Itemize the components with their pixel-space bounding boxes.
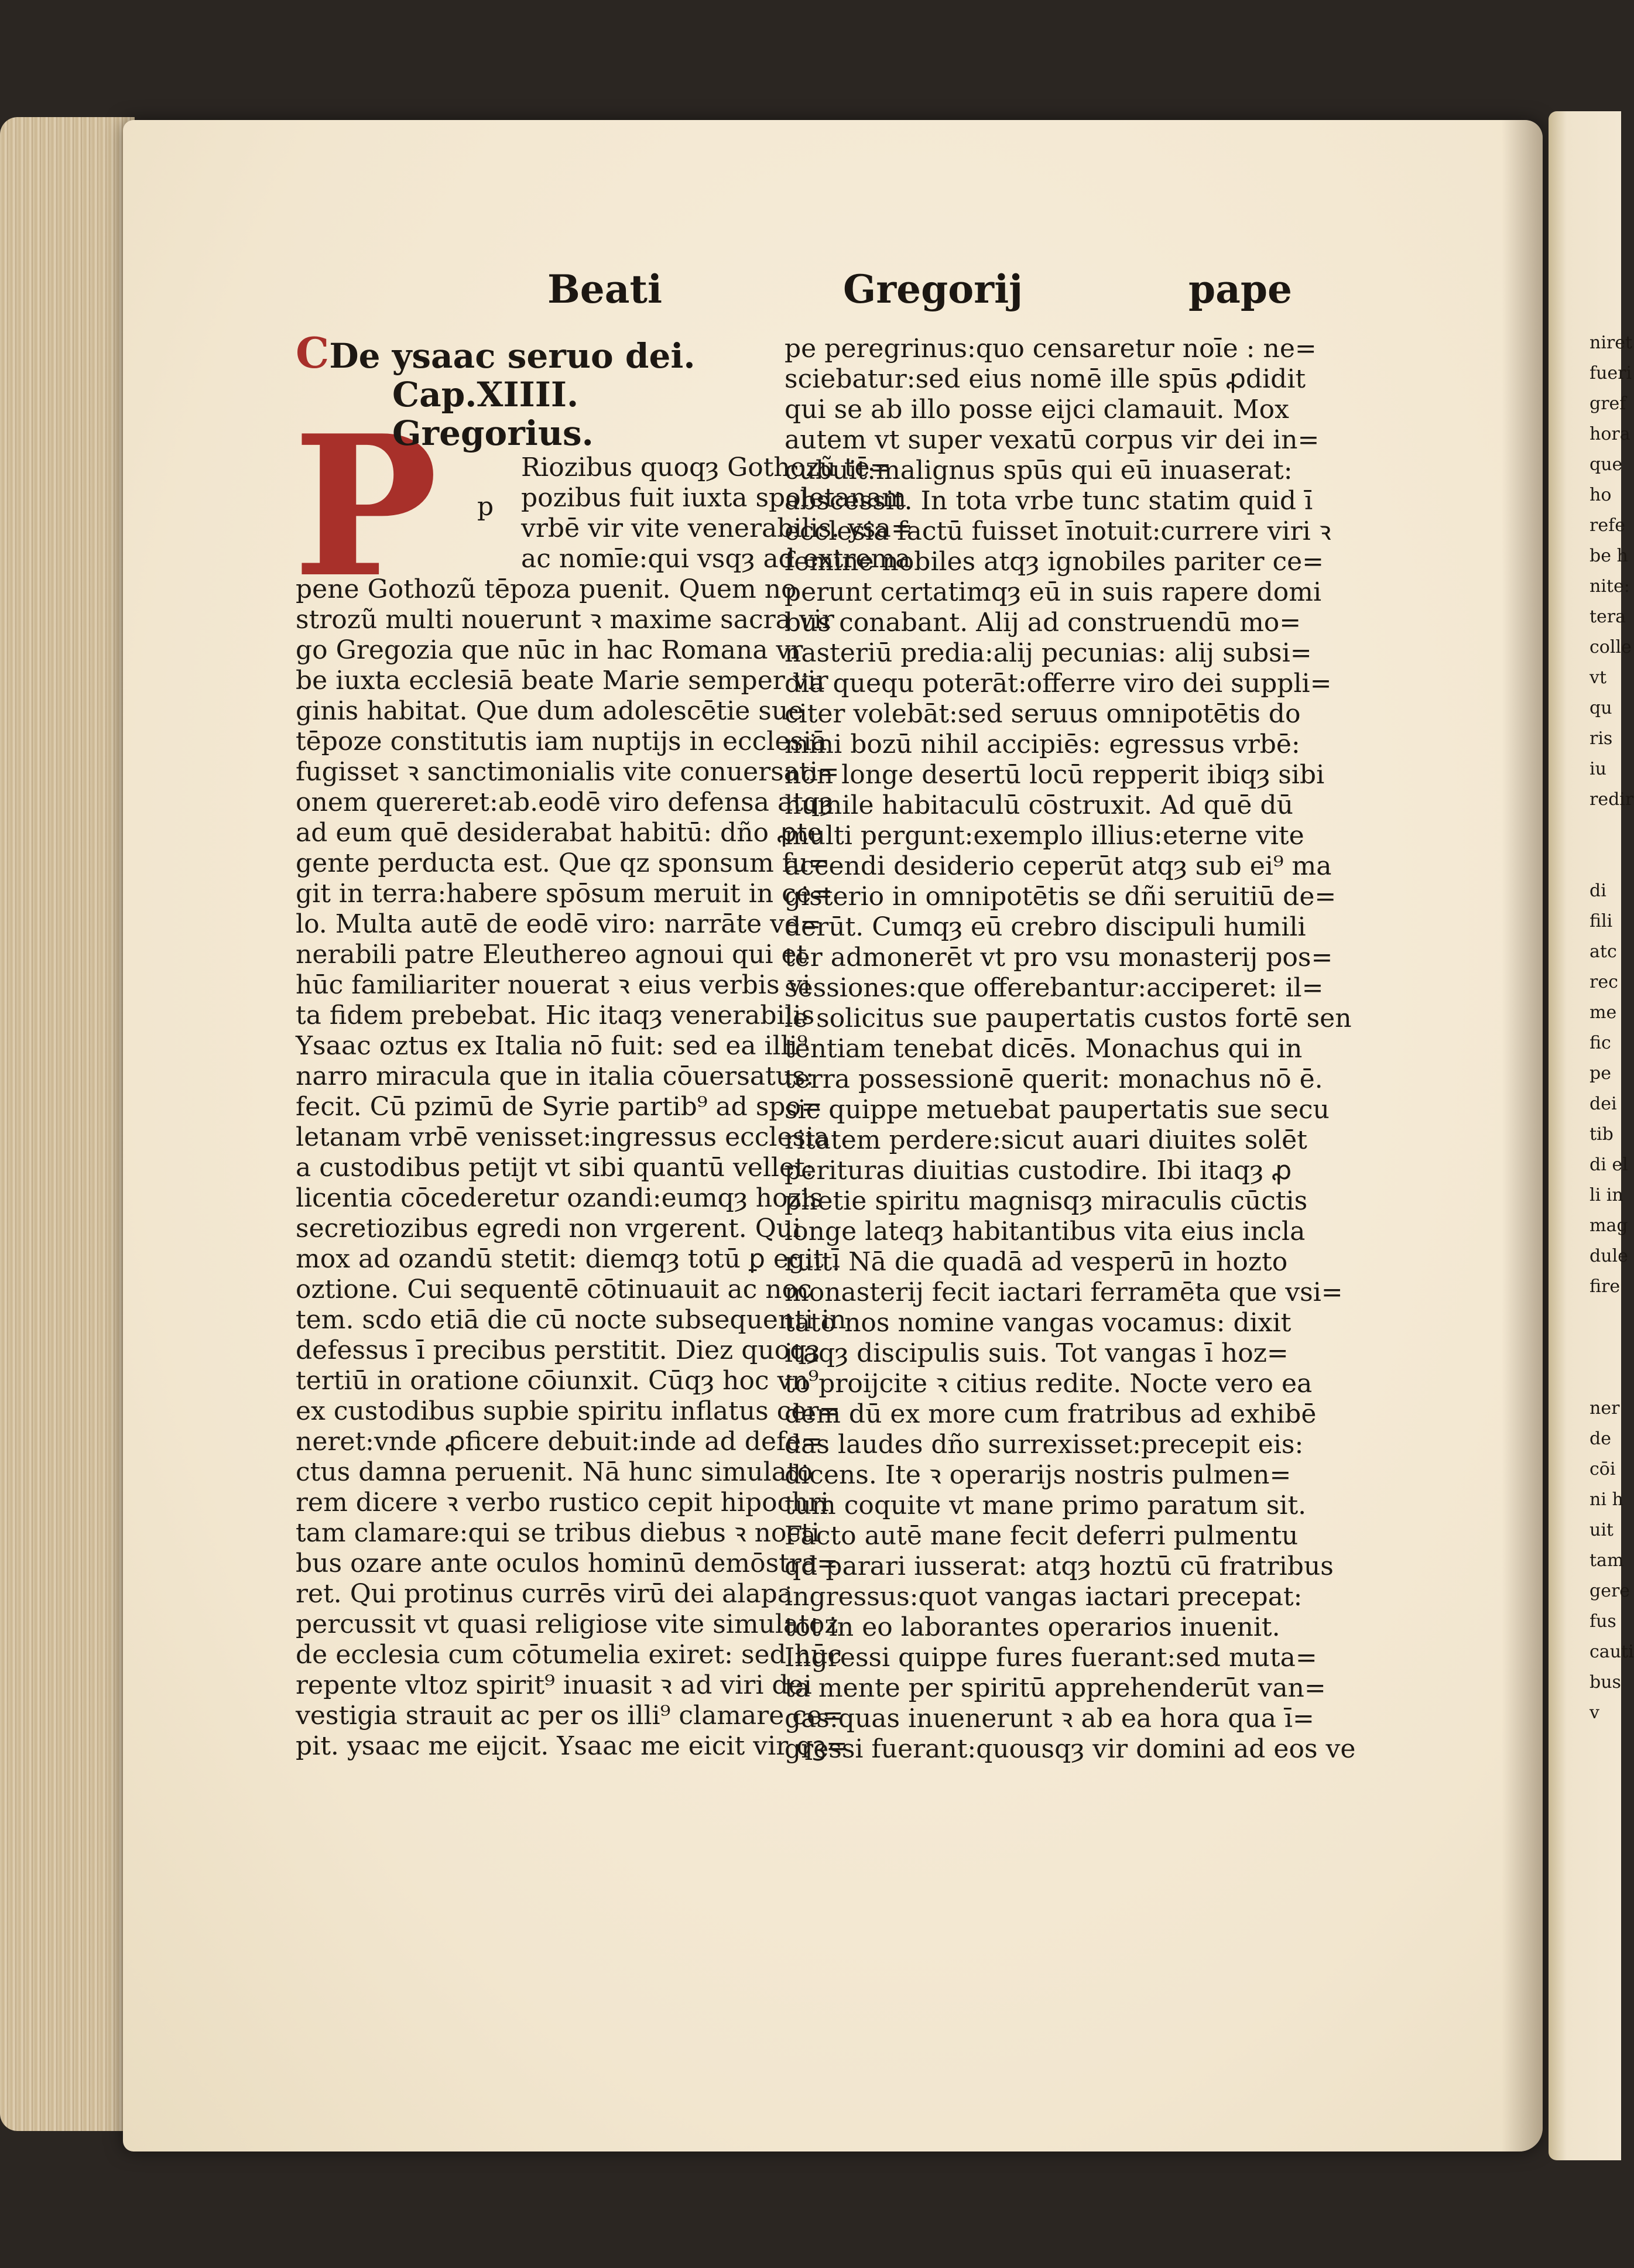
text-line: ret. Qui protinus currēs virū dei alapa <box>296 1579 793 1609</box>
fragment-line: li in <box>1590 1185 1623 1205</box>
book-page-edges <box>0 117 135 2131</box>
fragment-line: vt qu <box>1590 667 1612 718</box>
fragment-line <box>1590 815 1634 845</box>
fragment-line: tam <box>1590 1550 1624 1571</box>
text-line: pozibus fuit iuxta spoletanam <box>521 483 907 513</box>
fragment-line: redir <box>1590 789 1634 810</box>
fragment-line: que <box>1590 454 1623 475</box>
text-line: nerabili patre Eleuthereo agnoui qui et <box>296 940 807 969</box>
fragment-line: colle <box>1590 637 1632 657</box>
text-line: Ingressi quippe fures fuerant:sed muta= <box>785 1643 1317 1673</box>
running-head <box>0 266 1621 337</box>
fragment-line: me <box>1590 1002 1617 1023</box>
fragment-line: fire <box>1590 1276 1621 1297</box>
text-line: lo. Multa autē de eodē viro: narrāte ve= <box>296 909 821 939</box>
text-line: qui se ab illo posse eijci clamauit. Mox <box>785 395 1289 424</box>
text-line: oztione. Cui sequentē cōtinuauit ac noc <box>296 1275 812 1304</box>
text-line: tum coquite vt mane primo paratum sit. <box>785 1491 1307 1520</box>
fragment-line: fic <box>1590 1033 1611 1053</box>
text-line: sic quippe metuebat paupertatis sue secu <box>785 1095 1330 1125</box>
text-line: tem. scdo etiā die cū nocte subsequenti in <box>296 1305 847 1335</box>
text-line: gressi fuerant:quousqȝ vir domini ad eos ve <box>785 1734 1356 1764</box>
text-line: ta fidem prebebat. Hic itaqȝ venerabilis <box>296 1001 815 1030</box>
text-line: mini bozū nihil accipiēs: egressus vrbē: <box>785 729 1300 759</box>
text-line: ginis habitat. Que dum adolescētie sue <box>296 696 804 726</box>
text-line: de ecclesia cum cōtumelia exiret: sed hūc <box>296 1640 842 1670</box>
text-line: citer volebāt:sed seruus omnipotētis do <box>785 699 1301 729</box>
text-line: derūt. Cumqȝ eū crebro discipuli humili <box>785 912 1306 942</box>
running-head-center: Gregorij <box>843 266 1023 312</box>
text-line: sciebatur:sed eius nomē ille spūs ꝓdidit <box>785 364 1306 394</box>
decorated-initial: P <box>293 393 439 620</box>
text-line: ruit. Nā die quadā ad vesperū in hozto <box>785 1247 1288 1277</box>
running-head-right: pape <box>1188 266 1293 312</box>
fragment-line <box>1590 845 1634 876</box>
text-line: secretiozibus egredi non vrgerent. Qui <box>296 1214 801 1243</box>
text-line: accendi desiderio ceperūt atqȝ sub ei⁹ ma <box>785 851 1332 881</box>
gutter-shadow <box>1502 120 1543 2151</box>
text-line: dia quequ poterāt:offerre viro dei suppli= <box>785 669 1332 698</box>
fragment-line: di <box>1590 881 1606 901</box>
text-line: fugisset ꝛ sanctimonialis vite conuersati= <box>296 757 840 787</box>
fragment-line <box>1590 1363 1634 1393</box>
fragment-line: di el <box>1590 1154 1628 1175</box>
text-line: gisterio in omnipotētis se dñi seruitiū de= <box>785 882 1337 912</box>
text-line: fecit. Cū pzimū de Syrie partib⁹ ad spo= <box>296 1092 823 1122</box>
text-line: repente vltoz spirit⁹ inuasit ꝛ ad viri dei <box>296 1670 812 1700</box>
text-line: Riozibus quoqȝ Gothozũ tē= <box>521 453 892 482</box>
text-line: pene Gothozũ tēpoza puenit. Quem no <box>296 574 797 604</box>
text-line: abscessit. In tota vrbe tunc statim quid ī <box>785 486 1313 516</box>
text-line: bus ozare ante oculos hominū demōstra= <box>296 1548 839 1578</box>
chapter-title: CDe ysaac seruo dei. <box>296 328 696 378</box>
fragment-line: refe <box>1590 515 1625 536</box>
text-line: tentiam tenebat dicēs. Monachus qui in <box>785 1034 1303 1064</box>
text-line: Facto autē mane fecit deferri pulmentu <box>785 1521 1299 1551</box>
fragment-line: niret <box>1590 333 1633 353</box>
fragment-line: be h <box>1590 546 1628 566</box>
text-line: cubuit:malignus spūs qui eū inuaserat: <box>785 455 1293 485</box>
text-line: ac nomīe:qui vsqȝ ad extrema <box>521 544 911 574</box>
text-line: licentia cōcederetur ozandi:eumqȝ hozis <box>296 1183 823 1213</box>
text-line: dicens. Ite ꝛ operarijs nostris pulmen= <box>785 1460 1292 1490</box>
text-line: mox ad ozandū stetit: diemqȝ totū ꝑ egit ī <box>296 1244 840 1274</box>
text-line: perituras diuitias custodire. Ibi itaqȝ ꝓ <box>785 1156 1292 1186</box>
text-line: sessiones:que offerebantur:acciperet: il= <box>785 973 1324 1003</box>
fragment-line: mag <box>1590 1215 1628 1236</box>
fragment-line: gere <box>1590 1581 1630 1601</box>
fragment-line: ner <box>1590 1398 1620 1419</box>
text-line: tato nos nomine vangas vocamus: dixit <box>785 1308 1292 1338</box>
fragment-line: dei <box>1590 1094 1617 1114</box>
fragment-line: tera <box>1590 607 1626 627</box>
text-line: vrbē vir vite venerabilis. ysa= <box>521 513 913 543</box>
text-line: ter admonerēt vt pro vsu monasterij pos= <box>785 943 1333 972</box>
text-line: phetie spiritu magnisqȝ miraculis cūctis <box>785 1186 1308 1216</box>
text-line: strozũ multi nouerunt ꝛ maxime sacra vir <box>296 605 834 635</box>
text-line: be iuxta ecclesiā beate Marie semper vir <box>296 666 828 696</box>
fragment-line: rec <box>1590 972 1618 992</box>
fragment-line: ni h <box>1590 1489 1623 1510</box>
text-line: bus conabant. Alij ad construendū mo= <box>785 608 1301 638</box>
text-line: ecclesia factū fuisset īnotuit:currere viri ꝛ <box>785 516 1331 546</box>
guide-letter: p <box>477 492 494 522</box>
fragment-line: fueri <box>1590 363 1632 383</box>
text-line: humile habitaculū cōstruxit. Ad quē dū <box>785 790 1293 820</box>
fragment-line: cōi <box>1590 1459 1616 1479</box>
text-line: multi pergunt:exemplo illius:eterne vite <box>785 821 1304 851</box>
text-line: git in terra:habere spōsum meruit in ce= <box>296 879 833 909</box>
fragment-line: hora <box>1590 424 1630 444</box>
running-head-left: Beati <box>547 266 663 312</box>
text-line: monasterij fecit iactari ferramēta que vsi= <box>785 1277 1343 1307</box>
fragment-line: ris iu <box>1590 728 1613 779</box>
text-line: ctus damna peruenit. Nā hunc simulato <box>296 1457 813 1487</box>
fragment-line <box>1590 1302 1634 1332</box>
text-line: ingressus:quot vangas iactari precepat: <box>785 1582 1303 1612</box>
fragment-line: de <box>1590 1428 1611 1449</box>
fragment-line: uit <box>1590 1520 1614 1540</box>
text-line: gente perducta est. Que qz sponsum fu= <box>296 848 830 878</box>
facing-page-fragments <box>1590 328 1634 1728</box>
text-line: autem vt super vexatū corpus vir dei in= <box>785 425 1320 455</box>
text-line: a custodibus petijt vt sibi quantū vellet: <box>296 1153 814 1183</box>
fragment-line: pe <box>1590 1063 1611 1084</box>
text-line: Ysaac oztus ex Italia nō fuit: sed ea illi⁹ <box>296 1031 808 1061</box>
fragment-line: atc <box>1590 941 1617 962</box>
text-line: vestigia strauit ac per os illi⁹ clamare ce= <box>296 1701 844 1731</box>
text-line: narro miracula que in italia cōuersatus: <box>296 1061 814 1091</box>
chapter-author: Gregorius. <box>392 413 594 453</box>
fragment-line: dule <box>1590 1246 1628 1266</box>
text-line: pe peregrinus:quo censaretur noīe : ne= <box>785 334 1317 364</box>
text-line: ex custodibus supbie spiritu inflatus cer= <box>296 1396 841 1426</box>
text-line: non longe desertū locū repperit ibiqȝ sibi <box>785 760 1325 790</box>
right-column-text <box>785 334 1355 1765</box>
text-line: hūc familiariter nouerat ꝛ eius verbis vi <box>296 970 811 1000</box>
fragment-line: cauti <box>1590 1642 1634 1662</box>
text-line: letanam vrbē venisset:ingressus ecclesia <box>296 1122 830 1152</box>
fragment-line: fus <box>1590 1611 1616 1632</box>
text-line: tertiū in oratione cōiunxit. Cūqȝ hoc vn⁹ <box>296 1366 819 1396</box>
text-line: ad eum quē desiderabat habitū: dño ꝓte <box>296 818 823 848</box>
text-line: neret:vnde ꝓficere debuit:inde ad defe= <box>296 1427 823 1457</box>
text-line: itaqȝ discipulis suis. Tot vangas ī hoz= <box>785 1338 1289 1368</box>
fragment-line <box>1590 1332 1634 1363</box>
text-line: nasteriū predia:alij pecunias: alij subsi= <box>785 638 1312 668</box>
fragment-line: gref <box>1590 393 1626 414</box>
fragment-line: fili <box>1590 911 1613 931</box>
fragment-line: nite: <box>1590 576 1630 597</box>
right-column <box>785 334 1355 1765</box>
text-line: das laudes dño surrexisset:precepit eis: <box>785 1430 1304 1460</box>
text-line: gas:quas inuenerunt ꝛ ab ea hora qua ī= <box>785 1704 1314 1733</box>
text-line: defessus ī precibus perstitit. Diez quoqȝ <box>296 1335 820 1365</box>
text-line: rem dicere ꝛ verbo rustico cepit hipochri <box>296 1488 829 1517</box>
text-line: pit. ysaac me eijcit. Ysaac me eicit vir qꝫ= <box>296 1731 848 1761</box>
text-line: percussit vt quasi religiose vite simulatoz <box>296 1609 838 1639</box>
text-line: to proijcite ꝛ citius redite. Nocte vero ea <box>785 1369 1313 1399</box>
text-line: ritatem perdere:sicut auari diuites solēt <box>785 1125 1307 1155</box>
text-line: tot in eo laborantes operarios inuenit. <box>785 1612 1280 1642</box>
text-line: tēpoze constitutis iam nuptijs in ecclesiā <box>296 727 827 756</box>
text-line: femine nobiles atqȝ ignobiles pariter ce= <box>785 547 1324 577</box>
fragment-line: tib <box>1590 1124 1614 1145</box>
text-line: onem quereret:ab.eodē viro defensa atqȝ <box>296 787 834 817</box>
fragment-line: bus v <box>1590 1672 1621 1723</box>
chapter-number: Cap.XIIII. <box>392 375 579 414</box>
text-line: perunt certatimqȝ eū in suis rapere domi <box>785 577 1322 607</box>
text-line: terra possessionē querit: monachus nō ē. <box>785 1064 1323 1094</box>
text-line: le solicitus sue paupertatis custos fortē sen <box>785 1003 1352 1033</box>
text-line: ta mente per spiritū apprehenderūt van= <box>785 1673 1326 1703</box>
fragment-line: ho <box>1590 485 1612 505</box>
text-line: tam clamare:qui se tribus diebus ꝛ nocti <box>296 1518 820 1548</box>
text-line: qđ parari iusserat: atqȝ hoztū cū fratribus <box>785 1551 1334 1581</box>
text-line: go Gregozia que nūc in hac Romana vr <box>296 635 803 665</box>
text-line: longe lateqȝ habitantibus vita eius incla <box>785 1217 1306 1246</box>
text-line: dem dū ex more cum fratribus ad exhibē <box>785 1399 1317 1429</box>
